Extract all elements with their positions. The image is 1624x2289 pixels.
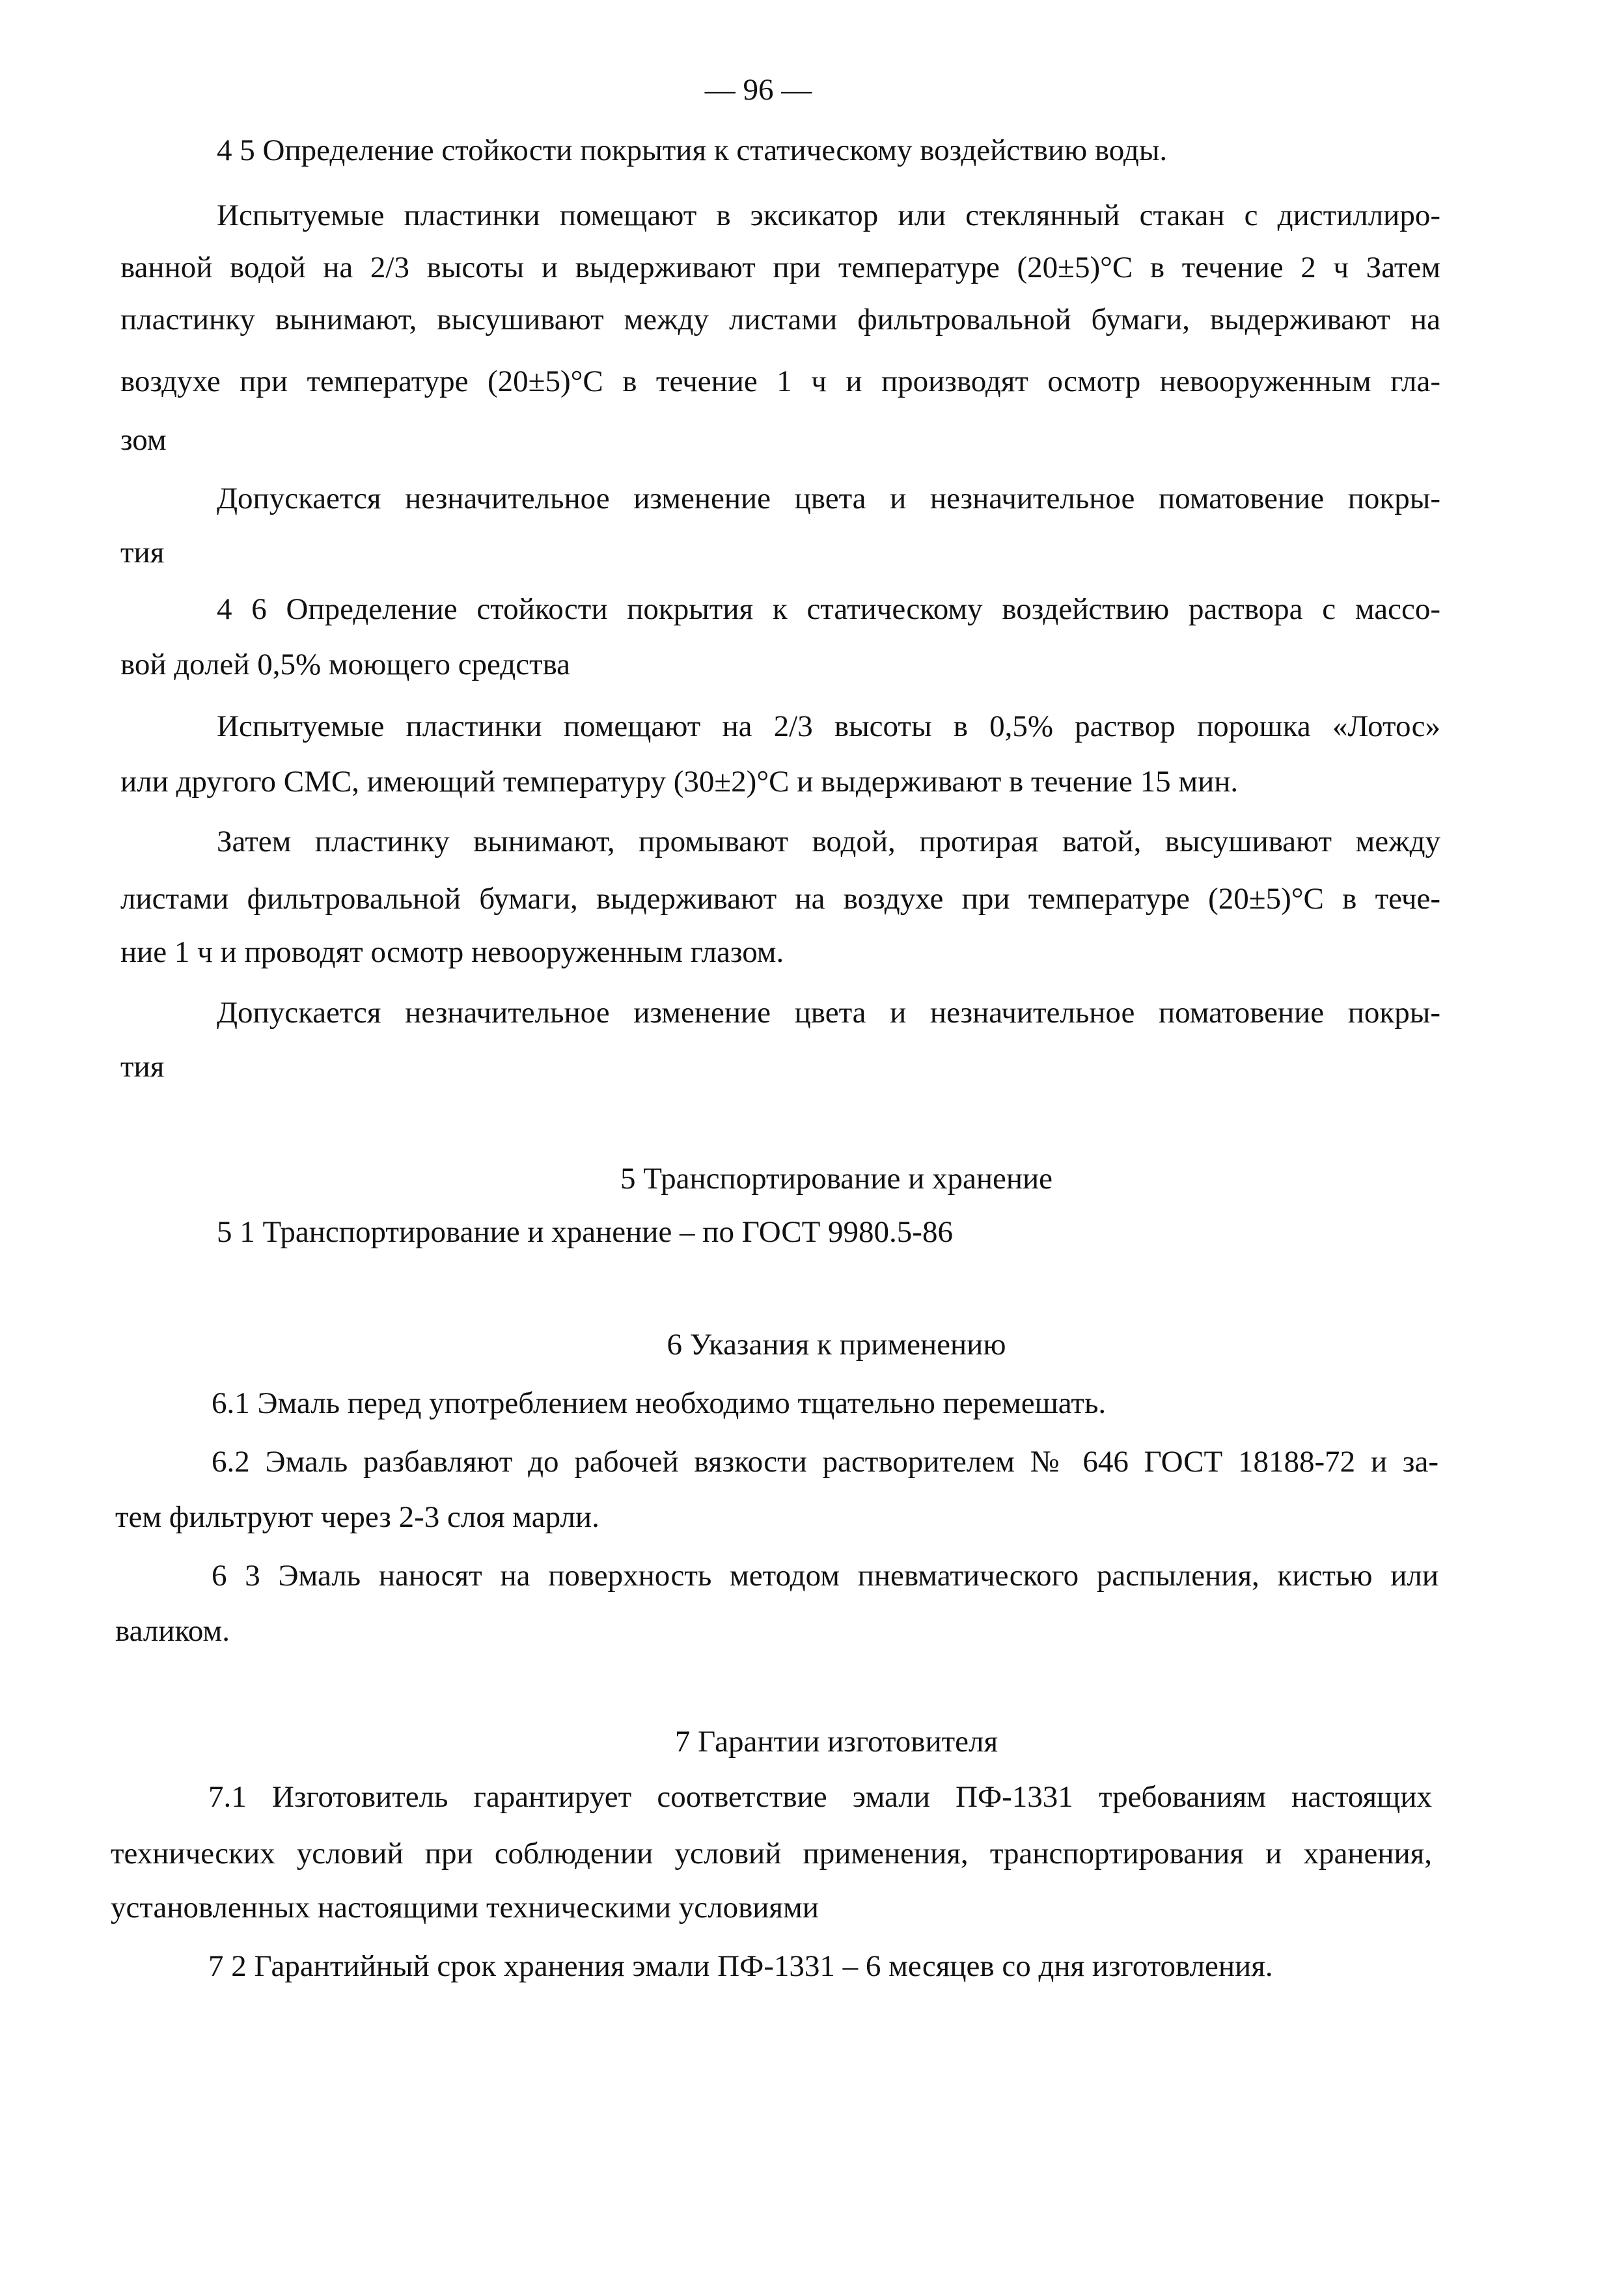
section-7-p1-line-1: 7.1 Изготовитель гарантирует соответствие эмали ПФ-1331 требованиям настоящих xyxy=(208,1780,1432,1814)
section-4-6-p1-line-1: Испытуемые пластинки помещают на 2/3 высоты в 0,5% раствор порошка «Лотос» xyxy=(217,709,1440,743)
section-6-p1: 6.1 Эмаль перед употреблением необходимо тщательно перемешать. xyxy=(212,1386,1107,1420)
section-4-5-p1-line-3: пластинку вынимают, высушивают между листами фильтровальной бумаги, выдерживают на xyxy=(120,303,1440,336)
section-4-6-p3-line-2: тия xyxy=(120,1050,165,1084)
page-number: — 96 — xyxy=(704,73,812,107)
section-5-title: 5 Транспортирование и хранение xyxy=(620,1162,1053,1196)
section-4-5-p1-line-1: Испытуемые пластинки помещают в эксикатор или стеклянный стакан с дистиллиро- xyxy=(217,199,1440,232)
section-4-6-heading-line-1: 4 6 Определение стойкости покрытия к статическому воздействию раствора с массо- xyxy=(217,592,1440,626)
section-4-5-heading: 4 5 Определение стойкости покрытия к статическому воздействию воды. xyxy=(217,133,1168,167)
section-7-title: 7 Гарантии изготовителя xyxy=(674,1725,998,1759)
section-4-6-p2-line-1: Затем пластинку вынимают, промывают водой, протирая ватой, высушивают между xyxy=(217,825,1440,858)
section-6-p2-line-2: тем фильтруют через 2-3 слоя марли. xyxy=(115,1500,599,1534)
section-4-5-p1-line-2: ванной водой на 2/3 высоты и выдерживают при температуре (20±5)°С в течение 2 ч Затем xyxy=(120,251,1440,284)
section-6-title: 6 Указания к применению xyxy=(667,1328,1006,1362)
section-6-p2-line-1: 6.2 Эмаль разбавляют до рабочей вязкости растворителем № 646 ГОСТ 18188-72 и за- xyxy=(212,1445,1438,1479)
section-4-6-p3-line-1: Допускается незначительное изменение цвета и незначительное поматовение покры- xyxy=(217,996,1440,1030)
section-4-6-p1-line-2: или другого СМС, имеющий температуру (30±2)°С и выдерживают в течение 15 мин. xyxy=(120,765,1239,799)
section-4-5-p1-line-5: зом xyxy=(120,423,167,457)
section-5-p1: 5 1 Транспортирование и хранение – по ГОСТ 9980.5-86 xyxy=(217,1215,953,1249)
section-7-p1-line-3: установленных настоящими техническими условиями xyxy=(111,1891,819,1925)
section-7-p1-line-2: технических условий при соблюдении условий применения, транспортирования и хранения, xyxy=(111,1837,1432,1871)
section-4-5-p1-line-4: воздухе при температуре (20±5)°С в течение 1 ч и производят осмотр невооруженным гла- xyxy=(120,364,1440,398)
section-6-p3-line-1: 6 3 Эмаль наносят на поверхность методом пневматического распыления, кистью или xyxy=(212,1559,1438,1593)
section-4-5-p2-line-2: тия xyxy=(120,536,165,569)
section-4-6-heading-line-2: вой долей 0,5% моющего средства xyxy=(120,648,571,681)
section-4-5-p2-line-1: Допускается незначительное изменение цвета и незначительное поматовение покры- xyxy=(217,482,1440,515)
section-4-6-p2-line-3: ние 1 ч и проводят осмотр невооруженным глазом. xyxy=(120,935,784,969)
section-4-6-p2-line-2: листами фильтровальной бумаги, выдерживают на воздухе при температуре (20±5)°С в тече- xyxy=(120,882,1440,916)
section-7-p2: 7 2 Гарантийный срок хранения эмали ПФ-1331 – 6 месяцев со дня изготовления. xyxy=(208,1949,1273,1983)
section-6-p3-line-2: валиком. xyxy=(115,1614,230,1648)
